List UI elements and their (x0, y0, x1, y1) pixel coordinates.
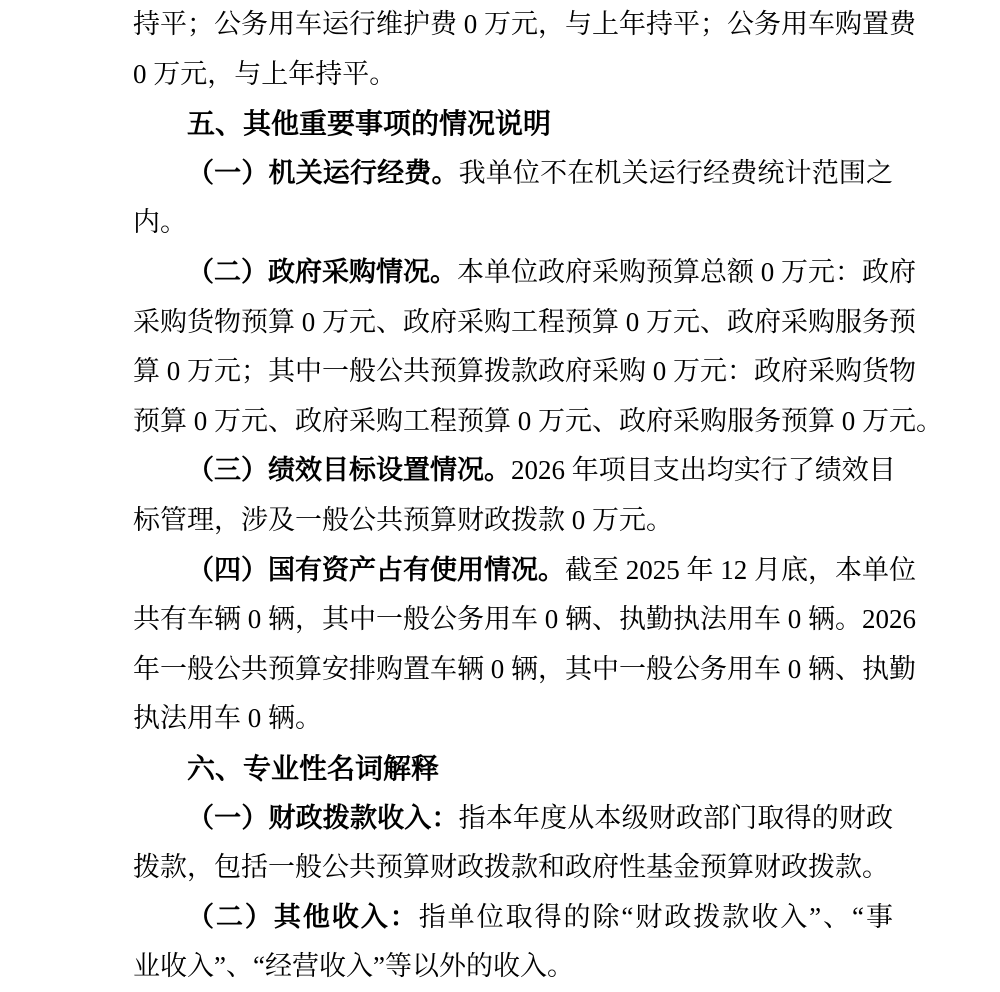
document-text-block (133, 0, 943, 992)
body-text: 预算 0 万元、政府采购工程预算 0 万元、政府采购服务预算 0 万元。 (133, 405, 943, 436)
paragraph-line (133, 198, 893, 248)
paragraph-line (133, 347, 916, 397)
body-text: 0 万元，与上年持平。 (133, 58, 397, 89)
body-text: 算 0 万元；其中一般公共预算拨款政府采购 0 万元：政府采购货物 (133, 356, 916, 387)
paragraph-line (133, 149, 893, 199)
paragraph-line (133, 794, 893, 844)
body-text: 执法用车 0 辆。 (133, 703, 322, 734)
section-heading-text: 六、专业性名词解释 (187, 752, 440, 784)
body-text: 内。 (133, 207, 187, 238)
subsection-title: （一）财政拨款收入： (187, 802, 459, 833)
paragraph-line (133, 496, 893, 546)
paragraph-line (133, 694, 893, 744)
body-text: 拨款，包括一般公共预算财政拨款和政府性基金预算财政拨款。 (133, 852, 889, 883)
body-text: 标管理，涉及一般公共预算财政拨款 0 万元。 (133, 504, 673, 535)
subsection-title: （四）国有资产占有使用情况。 (187, 554, 565, 585)
body-text: 2026 年项目支出均实行了绩效目 (511, 455, 896, 486)
paragraph-line (133, 298, 916, 348)
body-text: 本单位政府采购预算总额 0 万元：政府 (457, 256, 916, 287)
body-text: 截至 2025 年 12 月底，本单位 (565, 554, 916, 585)
paragraph-line (133, 893, 893, 943)
body-text: 业收入”、“经营收入”等以外的收入。 (133, 951, 574, 982)
subsection-title: （二）其他收入： (187, 901, 419, 932)
paragraph-line (133, 595, 916, 645)
paragraph-line (133, 0, 916, 50)
subsection-title: （一）机关运行经费。 (187, 157, 459, 188)
paragraph-line (133, 50, 893, 100)
body-text: 指本年度从本级财政部门取得的财政 (458, 802, 894, 833)
paragraph-line (133, 546, 916, 596)
body-text: 指单位取得的除“财政拨款收入”、“事 (418, 901, 894, 932)
body-text: 采购货物预算 0 万元、政府采购工程预算 0 万元、政府采购服务预 (133, 306, 916, 337)
body-text: 共有车辆 0 辆，其中一般公务用车 0 辆、执勤执法用车 0 辆。2026 (133, 604, 916, 635)
paragraph-line (133, 248, 916, 298)
paragraph-line (133, 843, 893, 893)
subsection-title: （三）绩效目标设置情况。 (187, 455, 511, 486)
section-heading-5 (133, 99, 893, 149)
paragraph-line (133, 446, 896, 496)
section-heading-text: 五、其他重要事项的情况说明 (187, 108, 552, 140)
body-text: 持平；公务用车运行维护费 0 万元，与上年持平；公务用车购置费 (133, 9, 916, 39)
subsection-title: （二）政府采购情况。 (187, 256, 457, 287)
paragraph-line (133, 645, 916, 695)
paragraph-line (133, 942, 893, 992)
body-text: 年一般公共预算安排购置车辆 0 辆，其中一般公务用车 0 辆、执勤 (133, 653, 916, 684)
body-text: 我单位不在机关运行经费统计范围之 (458, 157, 894, 188)
section-heading-6 (133, 744, 893, 794)
paragraph-line (133, 397, 943, 447)
